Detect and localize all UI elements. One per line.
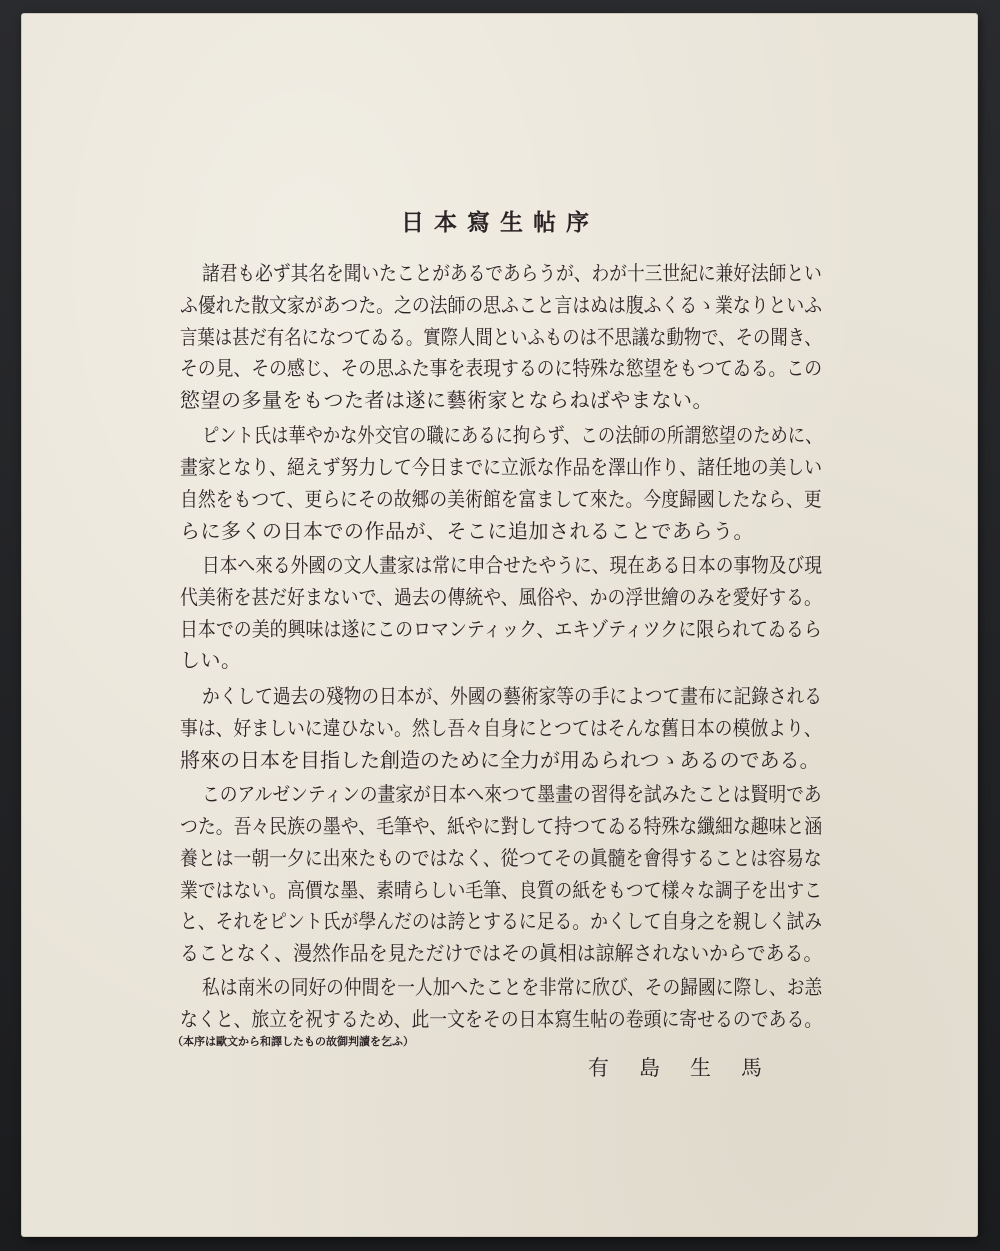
body-line: ることなく、漫然作品を見ただけではその眞相は諒解されないからである。 (180, 941, 823, 965)
body-line: ふ優れた散文家があつた。之の法師の思ふこと言はぬは腹ふくるゝ業なりといふ (180, 293, 823, 317)
body-line: なくと、旅立を祝するため、此一文をその日本寫生帖の卷頭に寄せるのである。 (180, 1007, 823, 1031)
body-line: 事は、好ましいに違ひない。然し吾々自身にとつてはそんな舊日本の模倣より、 (180, 716, 822, 740)
body-line: 代美術を甚だ好まないで、過去の傳統や、風俗や、かの浮世繪のみを愛好する。 (180, 585, 822, 609)
body-line: 養とは一朝一夕に出來たものではなく、從つてその眞髓を會得することは容易な (180, 846, 822, 870)
body-line: 日本での美的興味は遂にこのロマンティック、エキゾティツクに限られてゐるら (180, 617, 822, 641)
body-line: 慾望の多量をもつた者は遂に藝術家とならねばやまない。 (180, 388, 713, 412)
body-line: と、それをピント氏が學んだのは誇とするに足る。かくして自身之を親しく試み (180, 909, 823, 933)
body-line: 日本へ來る外國の文人畫家は常に申合せたやうに、現在ある日本の事物及び現 (202, 553, 822, 577)
body-line: つた。吾々民族の墨や、毛筆や、紙やに對して持つてゐる特殊な纖細な趣味と涵 (180, 814, 823, 838)
body-line: ピント氏は華やかな外交官の職にあるに拘らず、この法師の所謂慾望のために、 (202, 423, 823, 447)
body-line: このアルゼンティンの畫家が日本へ來つて墨畫の習得を試みたことは賢明であ (202, 782, 822, 806)
body-line: 畫家となり、絕えず努力して今日までに立派な作品を澤山作り、諸任地の美しい (180, 455, 823, 479)
body-line: しい。 (180, 648, 242, 672)
body-line: らに多くの日本での作品が、そこに追加されることであらう。 (180, 519, 754, 543)
body-line: 將來の日本を目指した創造のために全力が用ゐられつゝあるのである。 (180, 748, 820, 772)
body-line: かくして過去の殘物の日本が、外國の藝術家等の手によつて畫布に記錄される (202, 684, 822, 708)
body-line: 自然をもつて、更らにその故郷の美術館を富まして來た。今度歸國したなら、更 (180, 487, 822, 511)
body-line: 私は南米の同好の仲間を一人加へたことを非常に欣び、その歸國に際し、お恙 (202, 975, 823, 999)
translation-note: （本序は歐文から和譯したもの故御判讀を乞ふ） (172, 1035, 414, 1048)
document-title: 日本寫生帖序 (401, 209, 599, 236)
body-line: 言葉は甚だ有名になつてゐる。實際人間といふものは不思議な動物で、その聞き、 (180, 325, 822, 349)
body-line: 諸君も必ず其名を聞いたことがあるであらうが、わが十三世紀に兼好法師とい (202, 261, 822, 285)
body-line: 業ではない。高價な墨、素晴らしい毛筆、良質の紙をもつて樣々な調子を出すこ (180, 878, 823, 902)
body-line: その見、その感じ、その思ふた事を表現するのに特殊な慾望をもつてゐる。この (180, 356, 823, 380)
author-signature: 有島生馬 (588, 1056, 792, 1080)
